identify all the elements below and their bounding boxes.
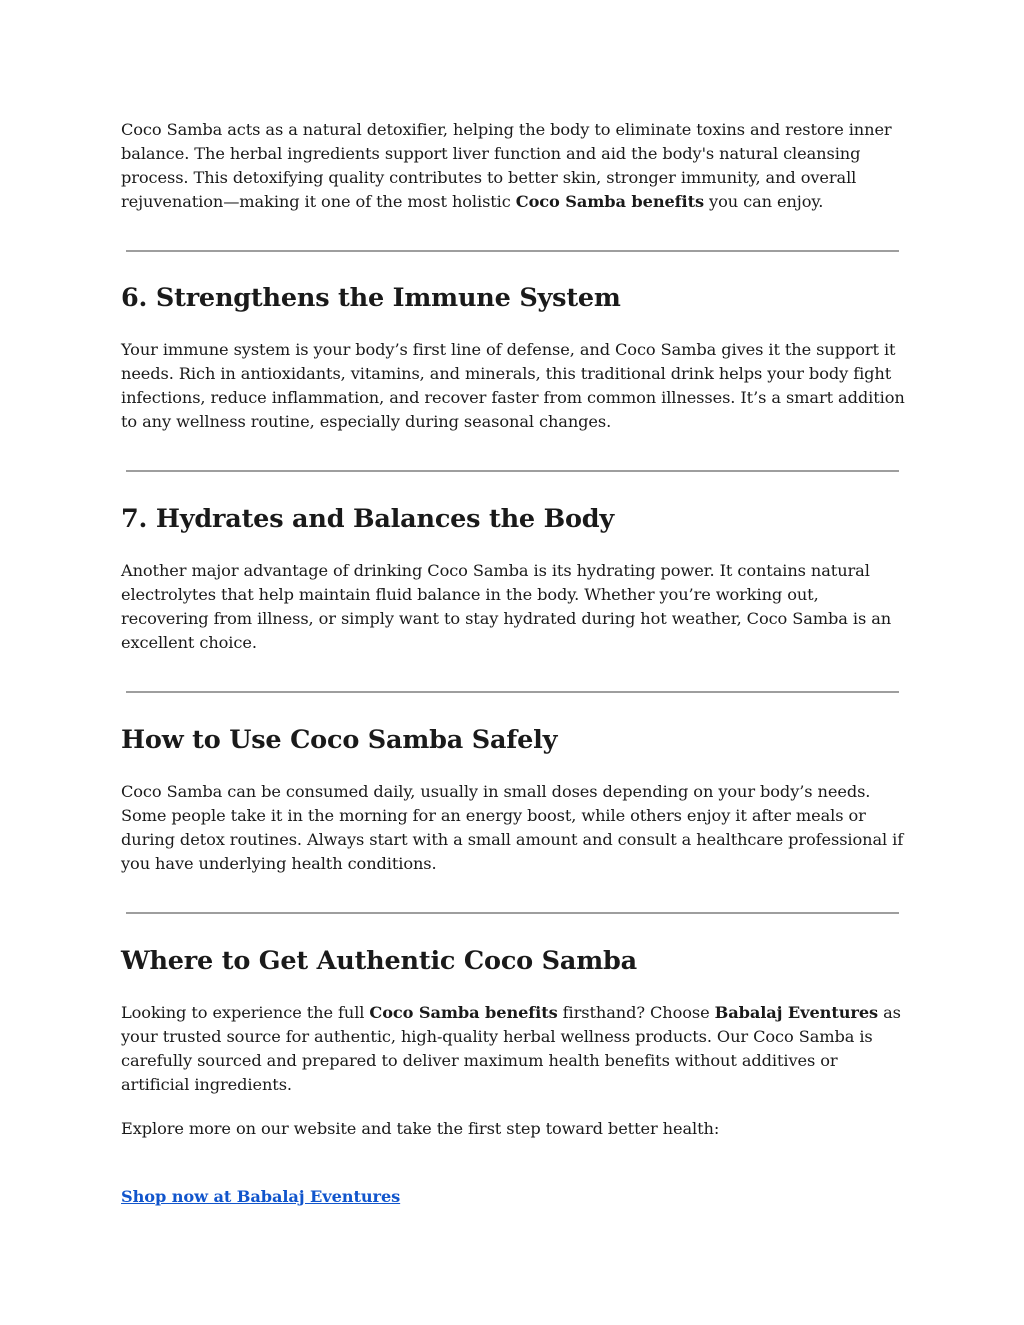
section-divider <box>126 250 899 252</box>
section-divider <box>126 470 899 472</box>
where-text-mid: firsthand? Choose <box>557 1003 715 1022</box>
intro-paragraph <box>121 118 906 214</box>
intro-text-end: you can enjoy. <box>704 192 824 211</box>
where-bold-benefits: Coco Samba benefits <box>369 1003 558 1022</box>
section-divider <box>126 691 899 693</box>
section-heading-immune: 6. Strengthens the Immune System <box>121 283 621 313</box>
section-body-immune: Your immune system is your body’s first line of defense, and Coco Samba gives it the support it needs. Rich in antioxidants, vitamins, and minerals, this traditional drink helps your body fight infections, reduce inflammation, and recover faster from common illnesses. It’s a smart addition to any wellness routine, especially during seasonal changes. <box>121 340 905 431</box>
section-heading-where: Where to Get Authentic Coco Samba <box>121 946 637 976</box>
shop-now-link[interactable]: Shop now at Babalaj Eventures <box>121 1187 401 1206</box>
section-heading-usage: How to Use Coco Samba Safely <box>121 725 558 755</box>
document-page <box>121 118 906 1209</box>
where-bold-brand: Babalaj Eventures <box>714 1003 879 1022</box>
explore-paragraph: Explore more on our website and take the first step toward better health: <box>121 1119 720 1138</box>
section-body-usage: Coco Samba can be consumed daily, usually in small doses depending on your body’s needs. Some people take it in the morning for an energy boost, while others enjoy it after meals or during detox routines. Always start with a small amount and consult a healthcare professional if you have underlying health conditions. <box>121 782 904 873</box>
section-heading-hydrates: 7. Hydrates and Balances the Body <box>121 504 615 534</box>
intro-bold: Coco Samba benefits <box>515 192 704 211</box>
shop-link-line <box>121 1185 906 1209</box>
intro-text: Coco Samba acts as a natural detoxifier, helping the body to eliminate toxins and restore inner balance. The herbal ingredients support liver function and aid the body's natural cleansing process. This detoxifying quality contributes to better skin, stronger immunity, and overall rejuvenation—making it one of the most holistic <box>121 120 892 211</box>
where-text-end: as your trusted source for authentic, high-quality herbal wellness products. Our Coco Samba is carefully sourced and prepared to deliver maximum health benefits without additives or artificial ingredients. <box>121 1003 901 1094</box>
where-paragraph <box>121 1001 906 1097</box>
section-divider <box>126 912 899 914</box>
section-body-hydrates: Another major advantage of drinking Coco Samba is its hydrating power. It contains natural electrolytes that help maintain fluid balance in the body. Whether you’re working out, recovering from illness, or simply want to stay hydrated during hot weather, Coco Samba is an excellent choice. <box>121 561 892 652</box>
where-text: Looking to experience the full <box>121 1003 370 1022</box>
